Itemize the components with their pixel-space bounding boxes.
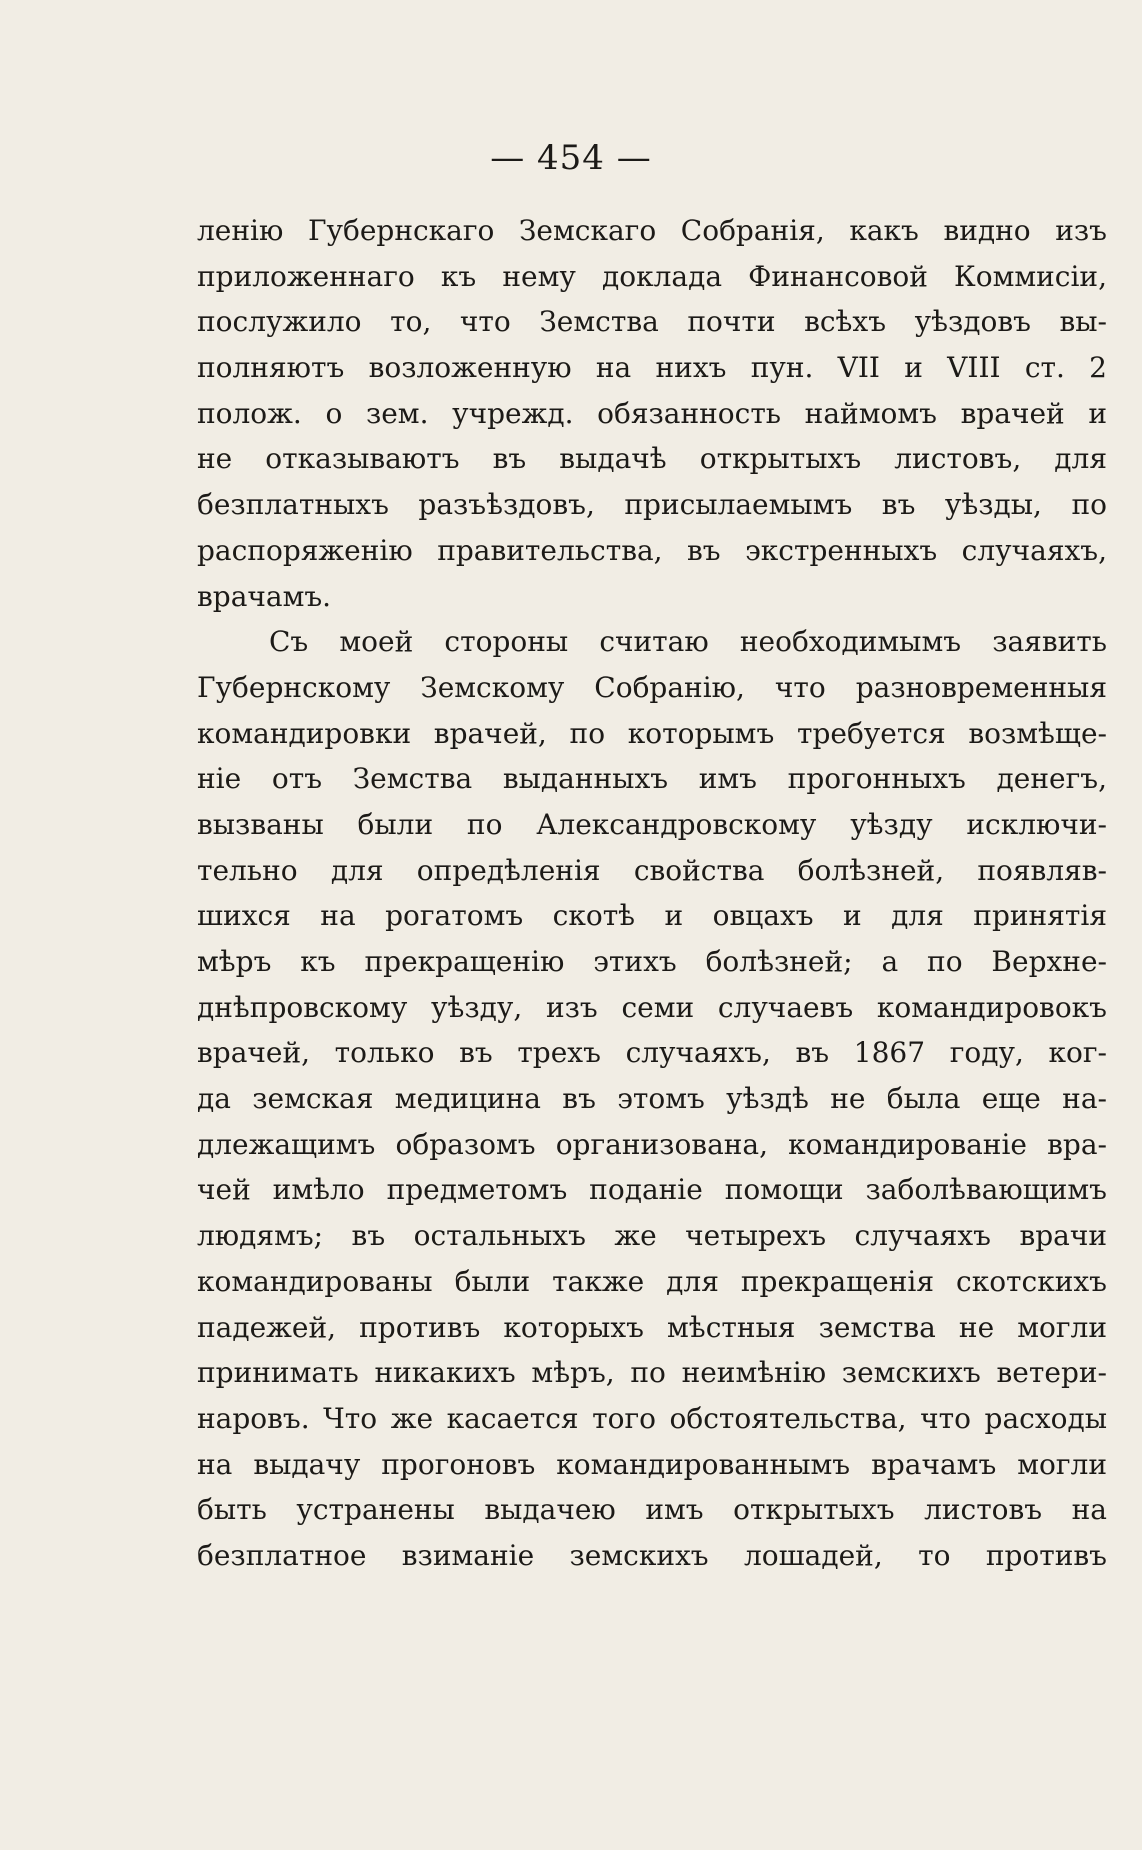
- text-line: ленію Губернскаго Земскаго Собранія, какъ видно изъ: [197, 214, 1107, 247]
- text-line: людямъ; въ остальныхъ же четырехъ случаяхъ врачи: [197, 1219, 1107, 1253]
- paragraph-1: [197, 208, 1107, 619]
- page-number: — 454 —: [490, 138, 652, 178]
- paragraph-2: [197, 619, 1107, 1578]
- text-line: на выдачу прогоновъ командированнымъ врачамъ могли: [197, 1447, 1107, 1481]
- text-line: тельно для опредѣленія свойства болѣзней, появляв-: [197, 853, 1107, 887]
- text-line: безплатныхъ разъѣздовъ, присылаемымъ въ уѣзды, по: [197, 488, 1107, 522]
- text-line: быть устранены выдачею имъ открытыхъ листовъ на: [197, 1493, 1107, 1527]
- text-line: принимать никакихъ мѣръ, по неимѣнію земскихъ ветери-: [197, 1356, 1107, 1390]
- text-line: шихся на рогатомъ скотѣ и овцахъ и для принятія: [197, 899, 1107, 933]
- text-line: командированы были также для прекращенія скотскихъ: [197, 1264, 1107, 1298]
- text-line: распоряженію правительства, въ экстренныхъ случаяхъ,: [197, 533, 1107, 567]
- text-line: послужило то, что Земства почти всѣхъ уѣздовъ вы-: [197, 305, 1107, 339]
- text-line: врачамъ.: [197, 579, 332, 613]
- text-line: наровъ. Что же касается того обстоятельства, что расходы: [197, 1401, 1107, 1435]
- text-line: Губернскому Земскому Собранію, что разновременныя: [197, 670, 1107, 704]
- text-line: врачей, только въ трехъ случаяхъ, въ 1867 году, ког-: [197, 1036, 1107, 1070]
- text-line: падежей, противъ которыхъ мѣстныя земства не могли: [197, 1310, 1107, 1344]
- text-line: да земская медицина въ этомъ уѣздѣ не была еще на-: [197, 1082, 1107, 1116]
- text-line: командировки врачей, по которымъ требуется возмѣще-: [197, 716, 1107, 750]
- text-line: чей имѣло предметомъ поданіе помощи заболѣвающимъ: [197, 1173, 1107, 1207]
- text-block: [197, 208, 1107, 1579]
- text-line: мѣръ къ прекращенію этихъ болѣзней; а по Верхне-: [197, 945, 1107, 978]
- text-line: ніе отъ Земства выданныхъ имъ прогонныхъ денегъ,: [197, 762, 1107, 796]
- text-line: безплатное взиманіе земскихъ лошадей, то противъ: [197, 1538, 1107, 1572]
- text-line: приложеннаго къ нему доклада Финансовой Коммисіи,: [197, 259, 1107, 293]
- text-line: полняютъ возложенную на нихъ пун. VII и VIII ст. 2: [197, 351, 1107, 385]
- text-line: вызваны были по Александровскому уѣзду исключи-: [197, 807, 1107, 841]
- text-line: полож. о зем. учрежд. обязанность наймомъ врачей и: [197, 396, 1107, 430]
- text-line: днѣпровскому уѣзду, изъ семи случаевъ командировокъ: [197, 990, 1107, 1024]
- text-line: Съ моей стороны считаю необходимымъ заявить: [269, 625, 1107, 659]
- text-line: длежащимъ образомъ организована, командированіе вра-: [197, 1127, 1107, 1161]
- text-line: не отказываютъ въ выдачѣ открытыхъ листовъ, для: [197, 442, 1107, 476]
